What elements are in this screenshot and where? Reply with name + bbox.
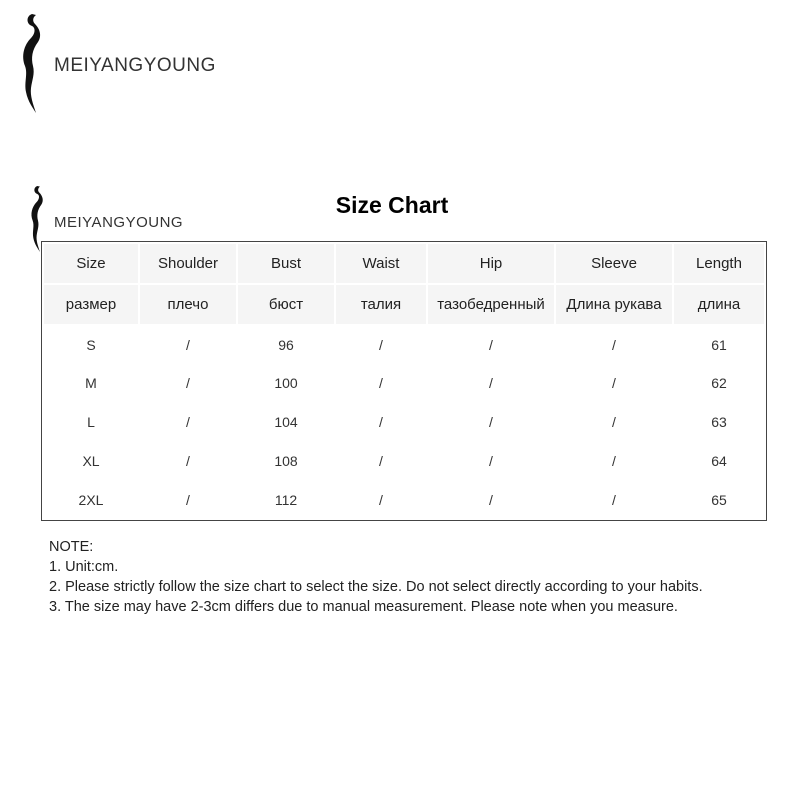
- table-cell: 112: [238, 481, 334, 518]
- table-cell: /: [556, 404, 672, 441]
- table-cell: XL: [44, 442, 138, 479]
- table-cell: /: [140, 481, 236, 518]
- table-row: [44, 442, 764, 479]
- table-cell: L: [44, 404, 138, 441]
- table-cell: /: [556, 365, 672, 402]
- table-cell: /: [336, 442, 426, 479]
- table-cell: 96: [238, 326, 334, 363]
- table-row: [44, 365, 764, 402]
- table-cell: /: [140, 326, 236, 363]
- table-cell: /: [428, 481, 554, 518]
- header-row-english: [44, 244, 764, 283]
- page-title: Size Chart: [335, 192, 449, 218]
- table-cell: 64: [674, 442, 764, 479]
- note-item: 2. Please strictly follow the size chart to select the size. Do not select directly according to your habits.: [49, 579, 703, 595]
- table-cell: 100: [238, 365, 334, 402]
- table-row: [44, 326, 764, 363]
- table-cell: 104: [238, 404, 334, 441]
- table-cell: /: [140, 404, 236, 441]
- note-item: 1. Unit:cm.: [49, 559, 119, 575]
- table-cell: /: [336, 326, 426, 363]
- table-cell: 108: [238, 442, 334, 479]
- notes-section: [49, 537, 703, 617]
- table-cell: /: [336, 365, 426, 402]
- brand-name: MEIYANGYOUNG: [54, 55, 216, 76]
- header-cell: Length: [674, 244, 764, 283]
- woman-silhouette-icon: [18, 10, 48, 114]
- table-cell: 62: [674, 365, 764, 402]
- header-cell: Sleeve: [556, 244, 672, 283]
- table-cell: 65: [674, 481, 764, 518]
- table-cell: /: [428, 365, 554, 402]
- table-cell: /: [336, 481, 426, 518]
- header-row-russian: [44, 285, 764, 324]
- table-cell: /: [556, 481, 672, 518]
- table-cell: 63: [674, 404, 764, 441]
- table-cell: /: [140, 442, 236, 479]
- table-cell: M: [44, 365, 138, 402]
- table-cell: /: [556, 326, 672, 363]
- table-cell: S: [44, 326, 138, 363]
- notes-heading: NOTE:: [49, 539, 94, 555]
- header-cell: Длина рукава: [556, 285, 672, 324]
- table-cell: /: [428, 404, 554, 441]
- header-cell: Bust: [238, 244, 334, 283]
- header-cell: размер: [44, 285, 138, 324]
- size-table: [41, 241, 767, 521]
- header-cell: тазобедренный: [428, 285, 554, 324]
- header-cell: бюст: [238, 285, 334, 324]
- brand-logo: [18, 10, 216, 114]
- header-cell: Hip: [428, 244, 554, 283]
- table-cell: /: [556, 442, 672, 479]
- header-cell: длина: [674, 285, 764, 324]
- table-cell: 2XL: [44, 481, 138, 518]
- table-row: [44, 481, 764, 518]
- header-cell: Waist: [336, 244, 426, 283]
- table-cell: /: [428, 326, 554, 363]
- note-item: 3. The size may have 2-3cm differs due to manual measurement. Please note when you measure.: [49, 599, 678, 615]
- table-cell: /: [140, 365, 236, 402]
- header-cell: Size: [44, 244, 138, 283]
- table-cell: /: [336, 404, 426, 441]
- header-cell: Shoulder: [140, 244, 236, 283]
- header-cell: талия: [336, 285, 426, 324]
- brand-name-small: MEIYANGYOUNG: [54, 213, 184, 231]
- table-cell: /: [428, 442, 554, 479]
- table-cell: 61: [674, 326, 764, 363]
- header-cell: плечо: [140, 285, 236, 324]
- table-row: [44, 404, 764, 441]
